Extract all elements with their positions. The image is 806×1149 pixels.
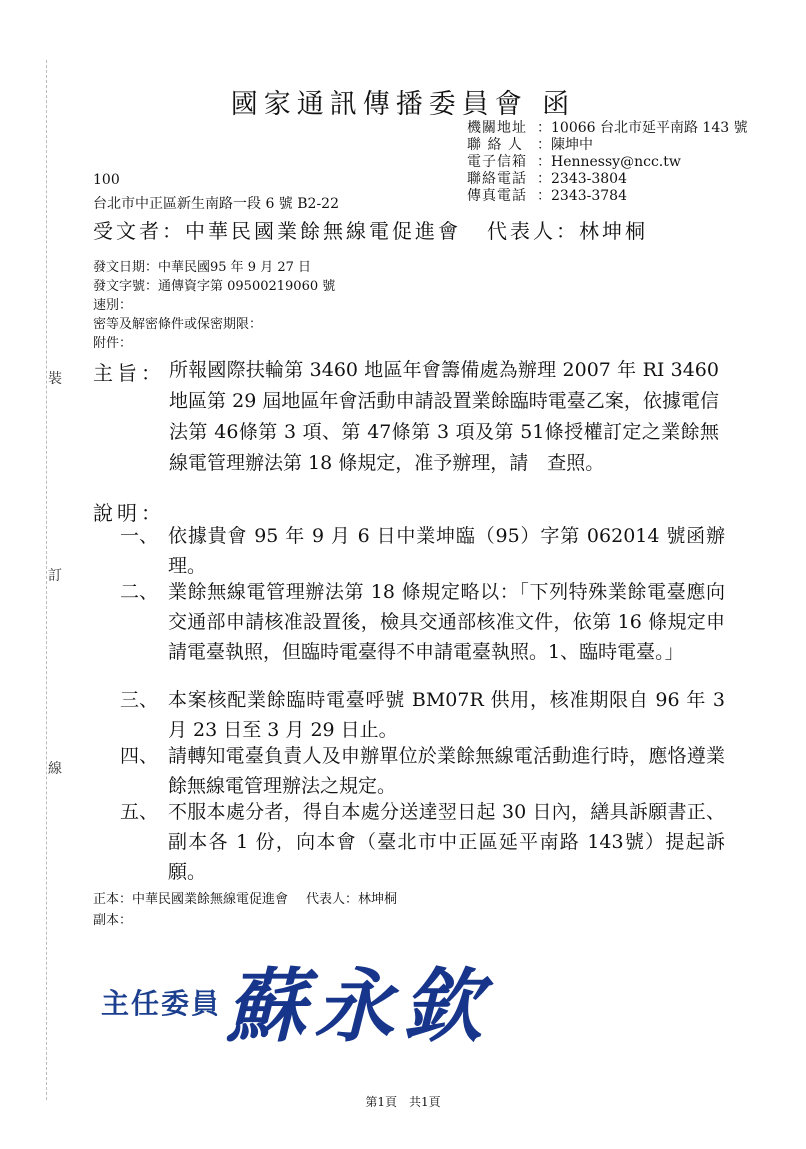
description-label: 說明： — [93, 501, 165, 525]
recipient-name: 受文者：中華民國業餘無線電促進會 — [93, 219, 461, 243]
contact-label: 傳真電話 — [467, 188, 527, 204]
binding-mark-ding: 訂 — [48, 568, 62, 584]
distribution-block — [93, 889, 397, 931]
contact-label: 機關地址 — [467, 120, 527, 136]
item-number: 五、 — [120, 801, 159, 823]
item-number: 一、 — [120, 525, 159, 547]
cc-main: 正本：中華民國業餘無線電促進會 — [93, 892, 289, 907]
recipient-line — [93, 215, 648, 244]
contact-row-email — [467, 154, 748, 171]
item-text: 請轉知電臺負責人及申辦單位於業餘無線電活動進行時，應恪遵業餘無線電管理辦法之規定。 — [168, 745, 725, 797]
item-number: 三、 — [120, 689, 159, 711]
description-item-4 — [120, 741, 725, 801]
subject-label: 主旨： — [93, 361, 165, 385]
meta-date: 發文日期：中華民國95 年 9 月 27 日 — [93, 260, 312, 275]
binding-mark-zhuang: 裝 — [48, 371, 62, 387]
contact-block — [467, 120, 748, 205]
item-number: 四、 — [120, 745, 159, 767]
signature-stamp: 蘇永欽 — [226, 959, 490, 1053]
description-item-5 — [120, 797, 725, 887]
document-title: 國家通訊傳播委員會 函 — [230, 89, 576, 120]
contact-row-person — [467, 137, 748, 154]
binding-line — [46, 60, 47, 1100]
item-text: 本案核配業餘臨時電臺呼號 BM07R 供用，核准期限自 96 年 3 月 23 日至 3 月 29 日止。 — [168, 689, 725, 741]
description-item-1 — [120, 521, 725, 581]
item-number: 二、 — [120, 581, 159, 603]
meta-attachments: 附件： — [93, 336, 133, 351]
document-meta — [93, 258, 335, 353]
meta-confidentiality: 密等及解密條件或保密期限： — [93, 317, 263, 332]
meta-speed: 速別： — [93, 298, 133, 313]
page-number: 第1頁 共1頁 — [365, 1095, 441, 1109]
item-text: 不服本處分者，得自本處分送達翌日起 30 日內，繕具訴願書正、副本各 1 份，向本會（臺北市中正區延平南路 143號）提起訴願。 — [168, 801, 725, 883]
meta-number: 發文字號：通傳資字第 09500219060 號 — [93, 279, 336, 294]
contact-value: ：Hennessy@ncc.tw — [537, 154, 681, 170]
item-text: 依據貴會 95 年 9 月 6 日中業坤臨（95）字第 062014 號函辦理。 — [168, 525, 725, 577]
cc-main-representative: 代表人：林坤桐 — [306, 892, 398, 907]
recipient-address: 台北市中正區新生南路一段 6 號 B2-22 — [93, 196, 339, 212]
contact-label: 聯 絡 人 — [467, 137, 523, 153]
binding-mark-xian: 線 — [48, 761, 62, 777]
distribution-main — [93, 889, 397, 910]
contact-row-fax — [467, 188, 748, 205]
contact-row-address — [467, 120, 748, 137]
contact-value: ：2343-3784 — [537, 188, 627, 204]
recipient-representative: 代表人：林坤桐 — [487, 219, 648, 243]
contact-label: 聯絡電話 — [467, 171, 527, 187]
cc-copy: 副本： — [93, 913, 133, 928]
description-item-2 — [120, 577, 725, 667]
recipient-zip: 100 — [93, 172, 120, 188]
contact-label: 電子信箱 — [467, 154, 527, 170]
contact-value: ：陳坤中 — [537, 137, 593, 153]
contact-value: ：2343-3804 — [537, 171, 627, 187]
signer-title: 主任委員 — [101, 987, 222, 1020]
contact-value: ：10066 台北市延平南路 143 號 — [537, 120, 748, 136]
item-text: 業餘無線電管理辦法第 18 條規定略以：「下列特殊業餘電臺應向交通部申請核准設置後，檢具交通部核准文件，依第 16 條規定申請電臺執照，但臨時電臺得不申請電臺執照。1、臨時電臺。」 — [168, 581, 725, 663]
description-item-3 — [120, 685, 725, 745]
subject-text: 所報國際扶輪第 3460 地區年會籌備處為辦理 2007 年 RI 3460 地區第 29 屆地區年會活動申請設置業餘臨時電臺乙案，依據電信法第 46條第 3 項、第 47條第 3 項及第 51條授權訂定之業餘無線電管理辦法第 18 條規定，准予辦理，請 查照。 — [169, 359, 719, 474]
contact-row-phone — [467, 171, 748, 188]
